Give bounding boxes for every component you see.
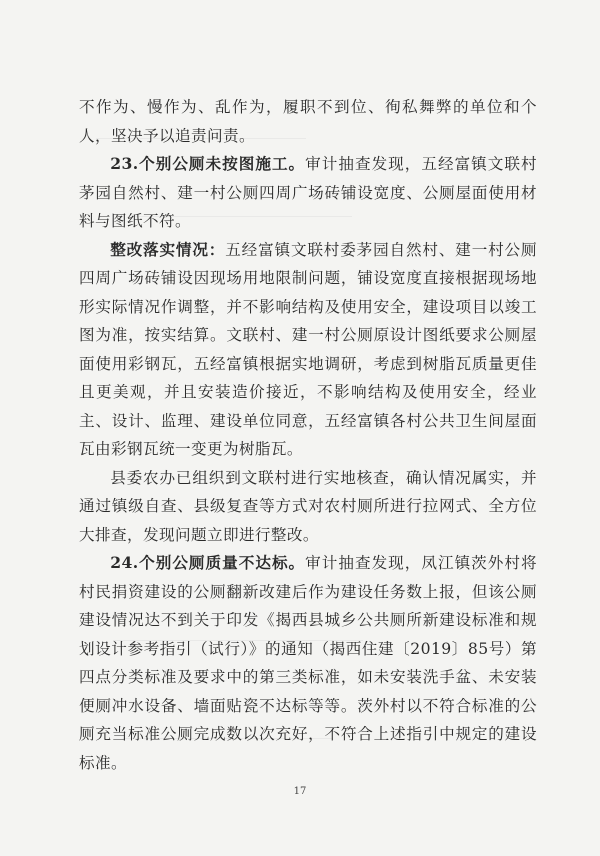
paragraph-text: 五经富镇文联村委茅园自然村、建一村公厕四周广场砖铺设因现场用地限制问题，铺设宽度直接根据现场地形实际情况作调整，并不影响结构及使用安全，建设项目以竣工图为准，按实结算。文联村、建一村公厕原设计图纸要求公厕屋面使用彩钢瓦，五经富镇根据实地调研，考虑到树脂瓦质量更佳且更美观，并且安装造价接近，不影响结构及使用安全，经业主、设计、监理、建设单位同意，五经富镇各村公共卫生间屋面瓦由彩钢瓦统一变更为树脂瓦。 bbox=[79, 240, 537, 458]
paragraph-rectification bbox=[79, 236, 537, 464]
paragraph-accountability bbox=[79, 93, 537, 150]
paragraph-text: 审计抽查发现，五经富镇文联村茅园自然村、建一村公厕四周广场砖铺设宽度、公厕屋面使用材料与图纸不符。 bbox=[79, 155, 537, 230]
issue-heading: 24.个别公厕质量不达标。 bbox=[110, 553, 306, 572]
page-number: 17 bbox=[293, 786, 307, 797]
rectification-heading: 整改落实情况： bbox=[110, 239, 226, 259]
issue-heading: 23.个别公厕未按图施工。 bbox=[110, 154, 306, 173]
paragraph-text: 县委农办已组织到文联村进行实地核查，确认情况属实，并通过镇级自查、县级复查等方式对农村厕所进行拉网式、全方位大排查，发现问题立即进行整改。 bbox=[79, 468, 537, 544]
paragraph-text: 不作为、慢作为、乱作为，履职不到位、徇私舞弊的单位和个人，坚决予以追责问责。 bbox=[79, 98, 537, 145]
paragraph-issue-23 bbox=[79, 150, 537, 236]
paragraph-text: 审计抽查发现，凤江镇茨外村将村民捐资建设的公厕翻新改建后作为建设任务数上报，但该公厕建设情况达不到关于印发《揭西县城乡公共厕所新建设标准和规划设计参考指引（试行）》的通知（揭西住建〔2019〕85号）第四点分类标准及要求中的第三类标准，如未安装洗手盆、未安装便厕冲水设备、墙面贴瓷不达标等等。茨外村以不符合标准的公厕充当标准公厕完成数以次充好，不符合上述指引中规定的建设标准。 bbox=[79, 554, 537, 772]
paragraph-verification bbox=[79, 464, 537, 550]
paragraph-issue-24 bbox=[79, 549, 537, 777]
document-body bbox=[79, 93, 537, 777]
